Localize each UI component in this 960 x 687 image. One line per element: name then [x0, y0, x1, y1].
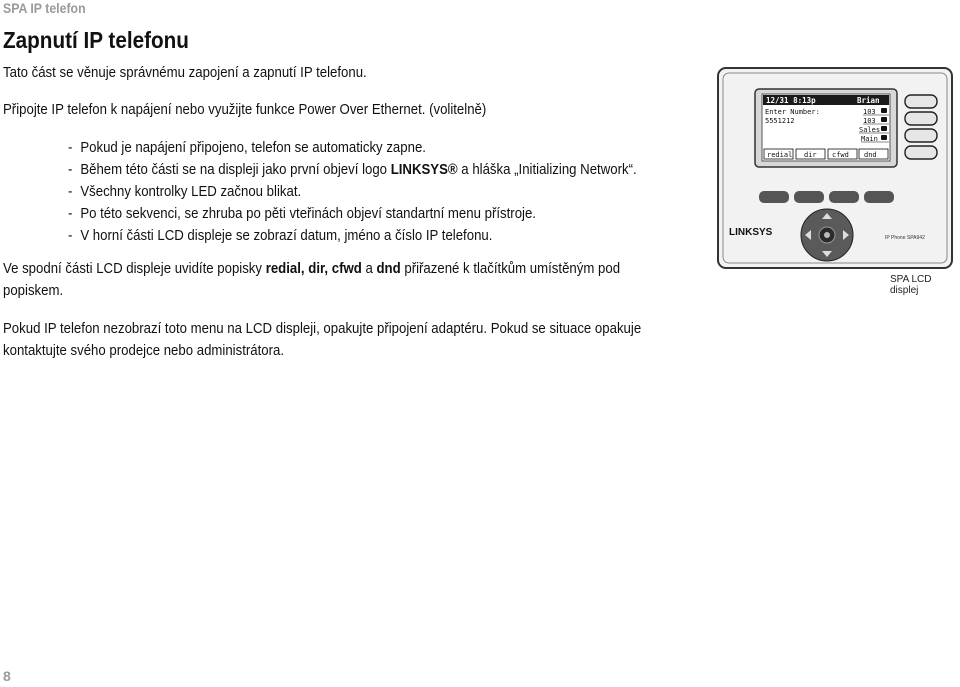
- list-item: - Během této části se na displeji jako první objeví logo LINKSYS® a hláška „Initializing Network“.: [68, 161, 637, 178]
- softkey-redial-label: redial,: [265, 260, 305, 277]
- lcd-softkey-dnd: dnd: [864, 151, 877, 159]
- list-item: - Všechny kontrolky LED začnou blikat.: [68, 183, 302, 200]
- softkey-dnd-label: dnd: [376, 260, 401, 277]
- list-item: - Pokud je napájení připojeno, telefon se automaticky zapne.: [68, 139, 426, 156]
- lcd-enter-label: Enter Number:: [765, 108, 820, 116]
- nav-pad: [801, 209, 853, 261]
- lcd-number: 5551212: [765, 117, 795, 125]
- lcd-line-3: Sales: [859, 126, 881, 134]
- brand-logo: LINKSYS: [729, 227, 773, 238]
- page-title: Zapnutí IP telefonu: [3, 27, 189, 53]
- lcd-softkey-dir: dir: [804, 151, 817, 159]
- softkey-dir-label: dir,: [308, 260, 329, 277]
- model-label: IP Phone SPA942: [885, 235, 925, 241]
- page-number: 8: [3, 668, 11, 684]
- intro-paragraph: Tato část se věnuje správnému zapojení a zapnutí IP telefonu.: [3, 64, 367, 81]
- lcd-line-2: 103: [863, 117, 876, 125]
- softkey-cfwd-label: cfwd: [331, 260, 362, 277]
- linksys-logo-text: LINKSYS®: [390, 161, 458, 178]
- lcd-softkey-redial: redial: [767, 151, 793, 159]
- list-item: - Po této sekvenci, se zhruba po pěti vteřinách objeví standartní menu přístroje.: [68, 205, 536, 222]
- list-item: - V horní části LCD displeje se zobrazí datum, jméno a číslo IP telefonu.: [68, 227, 493, 244]
- running-header: SPA IP telefon: [3, 0, 86, 16]
- lcd-softkey-cfwd: cfwd: [832, 151, 849, 159]
- lcd-datetime: 12/31 8:13p: [766, 96, 816, 105]
- lcd-user-name: Brian: [857, 96, 880, 105]
- lcd-line-1: 103: [863, 108, 876, 116]
- startup-list: [68, 137, 714, 247]
- phone-illustration: [717, 67, 953, 269]
- connect-paragraph: Připojte IP telefon k napájení nebo využijte funkce Power Over Ethernet. (volitelně): [3, 101, 487, 118]
- troubleshoot-paragraph: Pokud IP telefon nezobrazí toto menu na LCD displeji, opakujte připojení adaptéru. Pokud se situace opakuje kontaktujte svého prodejce nebo administrátora.: [3, 320, 642, 359]
- softkeys-paragraph: Ve spodní části LCD displeje uvidíte popisky redial, dir, cfwd a dnd přiřazené k tlačítkům umístěným pod popiskem.: [3, 260, 621, 299]
- lcd-line-4: Main: [861, 135, 878, 143]
- figure-caption: SPA LCD displej: [890, 274, 932, 296]
